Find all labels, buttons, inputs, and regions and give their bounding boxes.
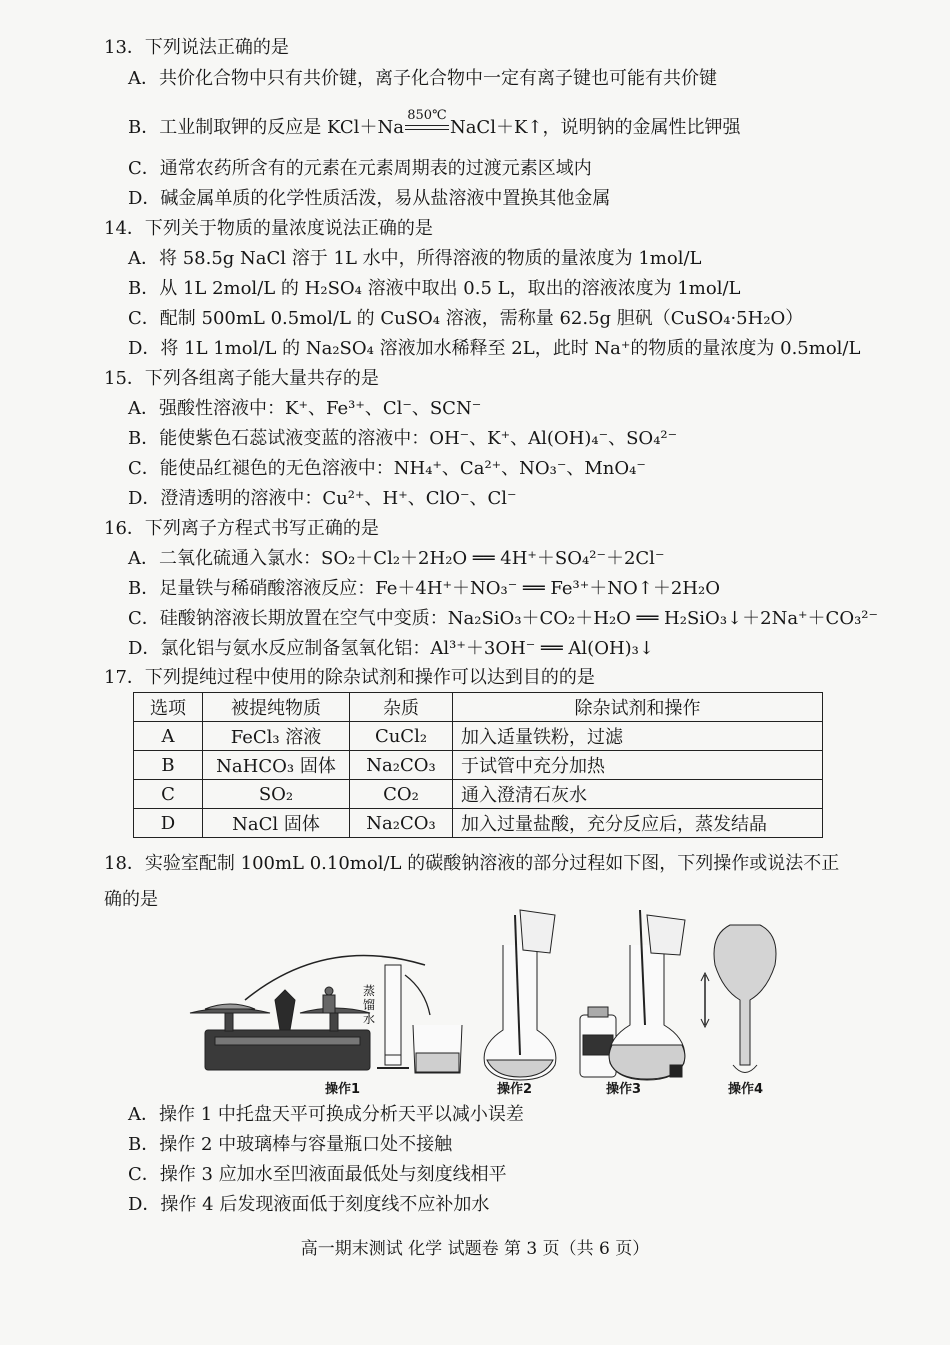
water-label-3: 水: [363, 1012, 376, 1026]
q14-option-d: D．将 1L 1mol/L 的 Na₂SO₄ 溶液加水稀释至 2L，此时 Na⁺的物质的量浓度为 0.5mol/L: [128, 338, 861, 359]
table-cell: CuCl₂: [350, 722, 453, 751]
q13-option-c: C．通常农药所含有的元素在元素周期表的过渡元素区域内: [128, 158, 592, 179]
q13-option-b: [128, 108, 741, 142]
q14-option-c: C．配制 500mL 0.5mol/L 的 CuSO₄ 溶液，需称量 62.5g 胆矾（CuSO₄·5H₂O）: [128, 308, 804, 329]
q13-stem: 13．下列说法正确的是: [104, 37, 289, 58]
q13-b-pre: B．工业制取钾的反应是 KCl＋Na: [128, 117, 404, 138]
beaker: [413, 1025, 462, 1073]
q17-stem: 17．下列提纯过程中使用的除杂试剂和操作可以达到目的的是: [104, 667, 595, 688]
table-cell: A: [134, 722, 203, 751]
q18-option-b: B．操作 2 中玻璃棒与容量瓶口处不接触: [128, 1134, 453, 1155]
q13-b-cond: 850℃: [407, 108, 447, 123]
table-header: 杂质: [350, 693, 453, 722]
table-cell: 通入澄清石灰水: [453, 780, 823, 809]
lab-procedure-figure: [185, 905, 785, 1100]
figure-label-op2: 操作2: [497, 1082, 533, 1097]
q15-option-c: C．能使品红褪色的无色溶液中：NH₄⁺、Ca²⁺、NO₃⁻、MnO₄⁻: [128, 458, 646, 479]
q13-option-a: A．共价化合物中只有共价键，离子化合物中一定有离子键也可能有共价键: [128, 68, 717, 89]
table-cell: 加入适量铁粉，过滤: [453, 722, 823, 751]
balance-illustration: [190, 987, 370, 1070]
table-cell: CO₂: [350, 780, 453, 809]
q16-option-c: C．硅酸钠溶液长期放置在空气中变质：Na₂SiO₃＋CO₂＋H₂O ══ H₂SiO₃↓＋2Na⁺＋CO₃²⁻: [128, 608, 879, 629]
reaction-condition: [404, 108, 450, 142]
volumetric-flask-2: [484, 910, 556, 1080]
table-cell: SO₂: [203, 780, 350, 809]
q18-stem-line2: 确的是: [104, 889, 158, 910]
table-cell: B: [134, 751, 203, 780]
graduated-cylinder: [377, 965, 409, 1068]
water-label-1: 蒸: [363, 984, 376, 998]
q18-stem-line1: 18．实验室配制 100mL 0.10mol/L 的碳酸钠溶液的部分过程如下图，下列操作或说法不正: [104, 853, 840, 874]
q14-option-a: A．将 58.5g NaCl 溶于 1L 水中，所得溶液的物质的量浓度为 1mol/L: [128, 248, 702, 269]
table-cell: D: [134, 809, 203, 838]
table-row: [134, 809, 823, 838]
q14-option-b: B．从 1L 2mol/L 的 H₂SO₄ 溶液中取出 0.5 L，取出的溶液浓度为 1mol/L: [128, 278, 741, 299]
table-row: [134, 751, 823, 780]
table-cell: Na₂CO₃: [350, 809, 453, 838]
page-footer: 高一期末测试 化学 试题卷 第 3 页（共 6 页）: [300, 1239, 650, 1259]
q15-option-b: B．能使紫色石蕊试液变蓝的溶液中：OH⁻、K⁺、Al(OH)₄⁻、SO₄²⁻: [128, 428, 678, 449]
q18-option-a: A．操作 1 中托盘天平可换成分析天平以减小误差: [128, 1104, 524, 1125]
table-header: 被提纯物质: [203, 693, 350, 722]
q15-stem: 15．下列各组离子能大量共存的是: [104, 368, 379, 389]
table-cell: 于试管中充分加热: [453, 751, 823, 780]
q13-option-d: D．碱金属单质的化学性质活泼，易从盐溶液中置换其他金属: [128, 188, 611, 209]
table-row: [134, 780, 823, 809]
table-cell: FeCl₃ 溶液: [203, 722, 350, 751]
purification-table: [133, 692, 823, 838]
reagent-bottle: [580, 1007, 616, 1077]
q15-option-a: A．强酸性溶液中：K⁺、Fe³⁺、Cl⁻、SCN⁻: [128, 398, 482, 419]
table-cell: NaHCO₃ 固体: [203, 751, 350, 780]
q16-stem: 16．下列离子方程式书写正确的是: [104, 518, 379, 539]
q18-option-d: D．操作 4 后发现液面低于刻度线不应补加水: [128, 1194, 490, 1215]
q18-option-c: C．操作 3 应加水至凹液面最低处与刻度线相平: [128, 1164, 507, 1185]
table-header-row: [134, 693, 823, 722]
table-cell: NaCl 固体: [203, 809, 350, 838]
table-cell: Na₂CO₃: [350, 751, 453, 780]
table-header: 除杂试剂和操作: [453, 693, 823, 722]
water-label-2: 馏: [363, 998, 376, 1012]
figure-label-op4: 操作4: [728, 1082, 764, 1097]
q16-option-b: B．足量铁与稀硝酸溶液反应：Fe＋4H⁺＋NO₃⁻ ══ Fe³⁺＋NO↑＋2H₂O: [128, 578, 720, 599]
volumetric-flask-3: [609, 910, 685, 1080]
figure-label-op3: 操作3: [606, 1082, 642, 1097]
q14-stem: 14．下列关于物质的量浓度说法正确的是: [104, 218, 433, 239]
table-row: [134, 722, 823, 751]
q15-option-d: D．澄清透明的溶液中：Cu²⁺、H⁺、ClO⁻、Cl⁻: [128, 488, 517, 509]
table-header: 选项: [134, 693, 203, 722]
inverted-flask: [701, 925, 776, 1073]
pour-arrow: [405, 975, 430, 1015]
table-cell: 加入过量盐酸，充分反应后，蒸发结晶: [453, 809, 823, 838]
figure-label-op1: 操作1: [325, 1082, 361, 1097]
q16-option-a: A．二氧化硫通入氯水：SO₂＋Cl₂＋2H₂O ══ 4H⁺＋SO₄²⁻＋2Cl⁻: [128, 548, 665, 569]
table-cell: C: [134, 780, 203, 809]
q13-b-post: NaCl＋K↑，说明钠的金属性比钾强: [449, 117, 741, 138]
q16-option-d: D．氯化铝与氨水反应制备氢氧化铝：Al³⁺＋3OH⁻ ══ Al(OH)₃↓: [128, 638, 654, 659]
